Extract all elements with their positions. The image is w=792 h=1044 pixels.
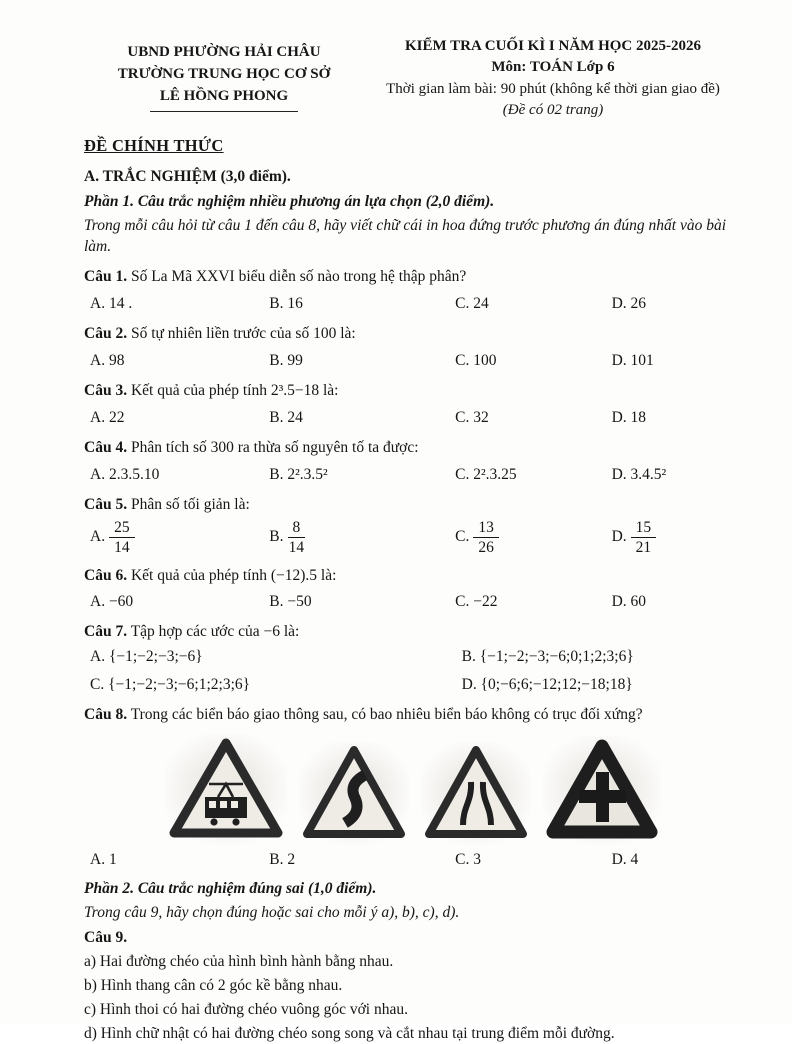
option-b: B. 99 (269, 351, 303, 369)
option-c: C. −22 (455, 593, 498, 611)
question-5-stem (84, 495, 742, 516)
question-8-label: Câu 8. (84, 706, 128, 724)
option-b: B. 16 (269, 295, 303, 313)
option-a: A. −60 (90, 593, 134, 611)
question-1-options (84, 294, 742, 315)
fraction-denominator: 21 (635, 539, 652, 557)
school-block (84, 36, 364, 112)
statement-a: a) Hai đường chéo của hình bình hành bằng nhau. (84, 952, 394, 970)
option-a: A. 1 (90, 851, 117, 869)
fraction-denominator: 14 (288, 539, 305, 557)
option-b: B. −50 (269, 593, 312, 611)
question-7-text: Tập hợp các ước của −6 là: (130, 623, 300, 641)
exam-pages-note: (Đề có 02 trang) (502, 101, 604, 118)
official-exam-label: ĐỀ CHÍNH THỨC (84, 136, 224, 156)
option-c: C. {−1;−2;−3;−6;1;2;3;6} (90, 676, 251, 694)
question-2-label: Câu 2. (84, 324, 128, 342)
question-6-options (84, 592, 742, 613)
option-c-letter: C. (455, 528, 470, 546)
option-a: A. 98 (90, 351, 125, 369)
question-6-text: Kết quả của phép tính (−12).5 là: (130, 566, 337, 584)
option-c: C. 24 (455, 295, 489, 313)
tram-crossing-warning-sign-icon (165, 734, 287, 844)
option-d (612, 519, 742, 556)
question-3-text: Kết quả của phép tính 2³.5−18 là: (130, 381, 339, 399)
school-underline (150, 111, 298, 112)
question-7 (84, 622, 742, 696)
question-3-stem (84, 381, 742, 402)
option-a: A. 2.3.5.10 (90, 465, 160, 483)
traffic-signs-row (84, 734, 742, 844)
option-b: B. 2².3.5² (269, 465, 328, 483)
option-c (455, 519, 611, 556)
part2-heading: Phần 2. Câu trắc nghiệm đúng sai (1,0 điểm). (84, 879, 377, 897)
road-narrows-warning-sign-icon (421, 742, 531, 844)
option-b (269, 519, 455, 556)
option-d: D. 101 (611, 351, 654, 369)
dangerous-bend-warning-sign-icon (299, 742, 409, 844)
question-7-stem (84, 622, 742, 643)
question-4-stem (84, 438, 742, 459)
question-6 (84, 566, 742, 614)
fraction (288, 519, 306, 556)
question-9 (84, 928, 742, 1044)
option-d: D. 4 (611, 851, 639, 869)
option-a-letter: A. (90, 528, 106, 546)
question-6-stem (84, 566, 742, 587)
question-8-options (84, 850, 742, 871)
question-5-label: Câu 5. (84, 495, 128, 513)
option-b: B. 24 (269, 408, 303, 426)
question-8-text: Trong các biển báo giao thông sau, có bao nhiêu biển báo không có trục đối xứng? (130, 706, 643, 724)
option-d: D. 60 (611, 593, 647, 611)
option-b: B. 2 (269, 851, 296, 869)
option-b: B. {−1;−2;−3;−6;0;1;2;3;6} (461, 648, 634, 666)
option-d: D. 26 (611, 295, 647, 313)
option-a (90, 519, 269, 556)
option-a: A. 14 . (90, 295, 133, 313)
part1-instruction: Trong mỗi câu hỏi từ câu 1 đến câu 8, hãy viết chữ cái in hoa đứng trước phương án đúng nhất vào bài làm. (84, 217, 727, 256)
question-1-text: Số La Mã XXVI biểu diễn số nào trong hệ thập phân? (130, 268, 467, 286)
option-a: A. 22 (90, 408, 125, 426)
exam-info-block (364, 36, 742, 121)
exam-duration: Thời gian làm bài: 90 phút (không kể thời gian giao đề) (386, 80, 720, 97)
question-1-label: Câu 1. (84, 268, 128, 286)
part2-instruction: Trong câu 9, hãy chọn đúng hoặc sai cho mỗi ý a), b), c), d). (84, 903, 460, 921)
statement-b: b) Hình thang cân có 2 góc kề bằng nhau. (84, 976, 343, 994)
fraction (109, 519, 135, 556)
question-5 (84, 495, 742, 557)
fraction (631, 519, 657, 556)
option-b-letter: B. (269, 528, 284, 546)
question-4-text: Phân tích số 300 ra thừa số nguyên tố ta được: (130, 438, 419, 456)
statement-c: c) Hình thoi có hai đường chéo vuông góc với nhau. (84, 1000, 408, 1018)
option-c: C. 3 (455, 851, 481, 869)
option-c: C. 32 (455, 408, 489, 426)
question-1 (84, 267, 742, 315)
statement-d: d) Hình chữ nhật có hai đường chéo song song và cắt nhau tại trung điểm mỗi đường. (84, 1024, 615, 1042)
question-2-text: Số tự nhiên liền trước của số 100 là: (130, 324, 356, 342)
option-d: D. {0;−6;6;−12;12;−18;18} (461, 676, 633, 694)
fraction-denominator: 26 (478, 539, 494, 557)
question-8-stem (84, 705, 742, 726)
school-line-3: LÊ HỒNG PHONG (159, 87, 289, 104)
question-3 (84, 381, 742, 429)
exam-title: KIỂM TRA CUỐI KÌ I NĂM HỌC 2025-2026 (405, 38, 701, 54)
exam-subject: Môn: TOÁN Lớp 6 (491, 59, 615, 76)
section-a-heading: A. TRẮC NGHIỆM (3,0 điểm). (84, 168, 291, 186)
crossroads-warning-sign-icon (543, 736, 661, 844)
fraction-numerator: 13 (473, 519, 499, 538)
part1-heading: Phần 1. Câu trắc nghiệm nhiều phương án lựa chọn (2,0 điểm). (84, 193, 495, 211)
fraction-numerator: 8 (288, 519, 306, 538)
option-d: D. 3.4.5² (611, 465, 667, 483)
option-d-letter: D. (611, 528, 627, 546)
question-2-stem (84, 324, 742, 345)
fraction (473, 519, 499, 556)
question-5-options (84, 519, 742, 556)
question-4-options (84, 465, 742, 486)
question-8 (84, 705, 742, 871)
question-9-label: Câu 9. (84, 928, 128, 946)
question-2-options (84, 351, 742, 372)
question-5-text: Phân số tối giản là: (130, 495, 250, 513)
fraction-denominator: 14 (114, 539, 130, 557)
question-2 (84, 324, 742, 372)
option-d: D. 18 (611, 408, 647, 426)
school-line-2: TRƯỜNG TRUNG HỌC CƠ SỞ (117, 65, 331, 82)
option-a: A. {−1;−2;−3;−6} (90, 648, 203, 666)
question-6-label: Câu 6. (84, 566, 128, 584)
fraction-numerator: 15 (631, 519, 657, 538)
question-1-stem (84, 267, 742, 288)
fraction-numerator: 25 (109, 519, 135, 538)
question-7-label: Câu 7. (84, 623, 128, 641)
question-4 (84, 438, 742, 486)
question-3-options (84, 408, 742, 429)
question-3-label: Câu 3. (84, 381, 128, 399)
question-7-options (84, 647, 742, 696)
school-line-1: UBND PHƯỜNG HẢI CHÂU (127, 44, 321, 60)
option-c: C. 100 (455, 351, 497, 369)
exam-header (84, 36, 742, 121)
question-4-label: Câu 4. (84, 438, 128, 456)
option-c: C. 2².3.25 (455, 465, 517, 483)
